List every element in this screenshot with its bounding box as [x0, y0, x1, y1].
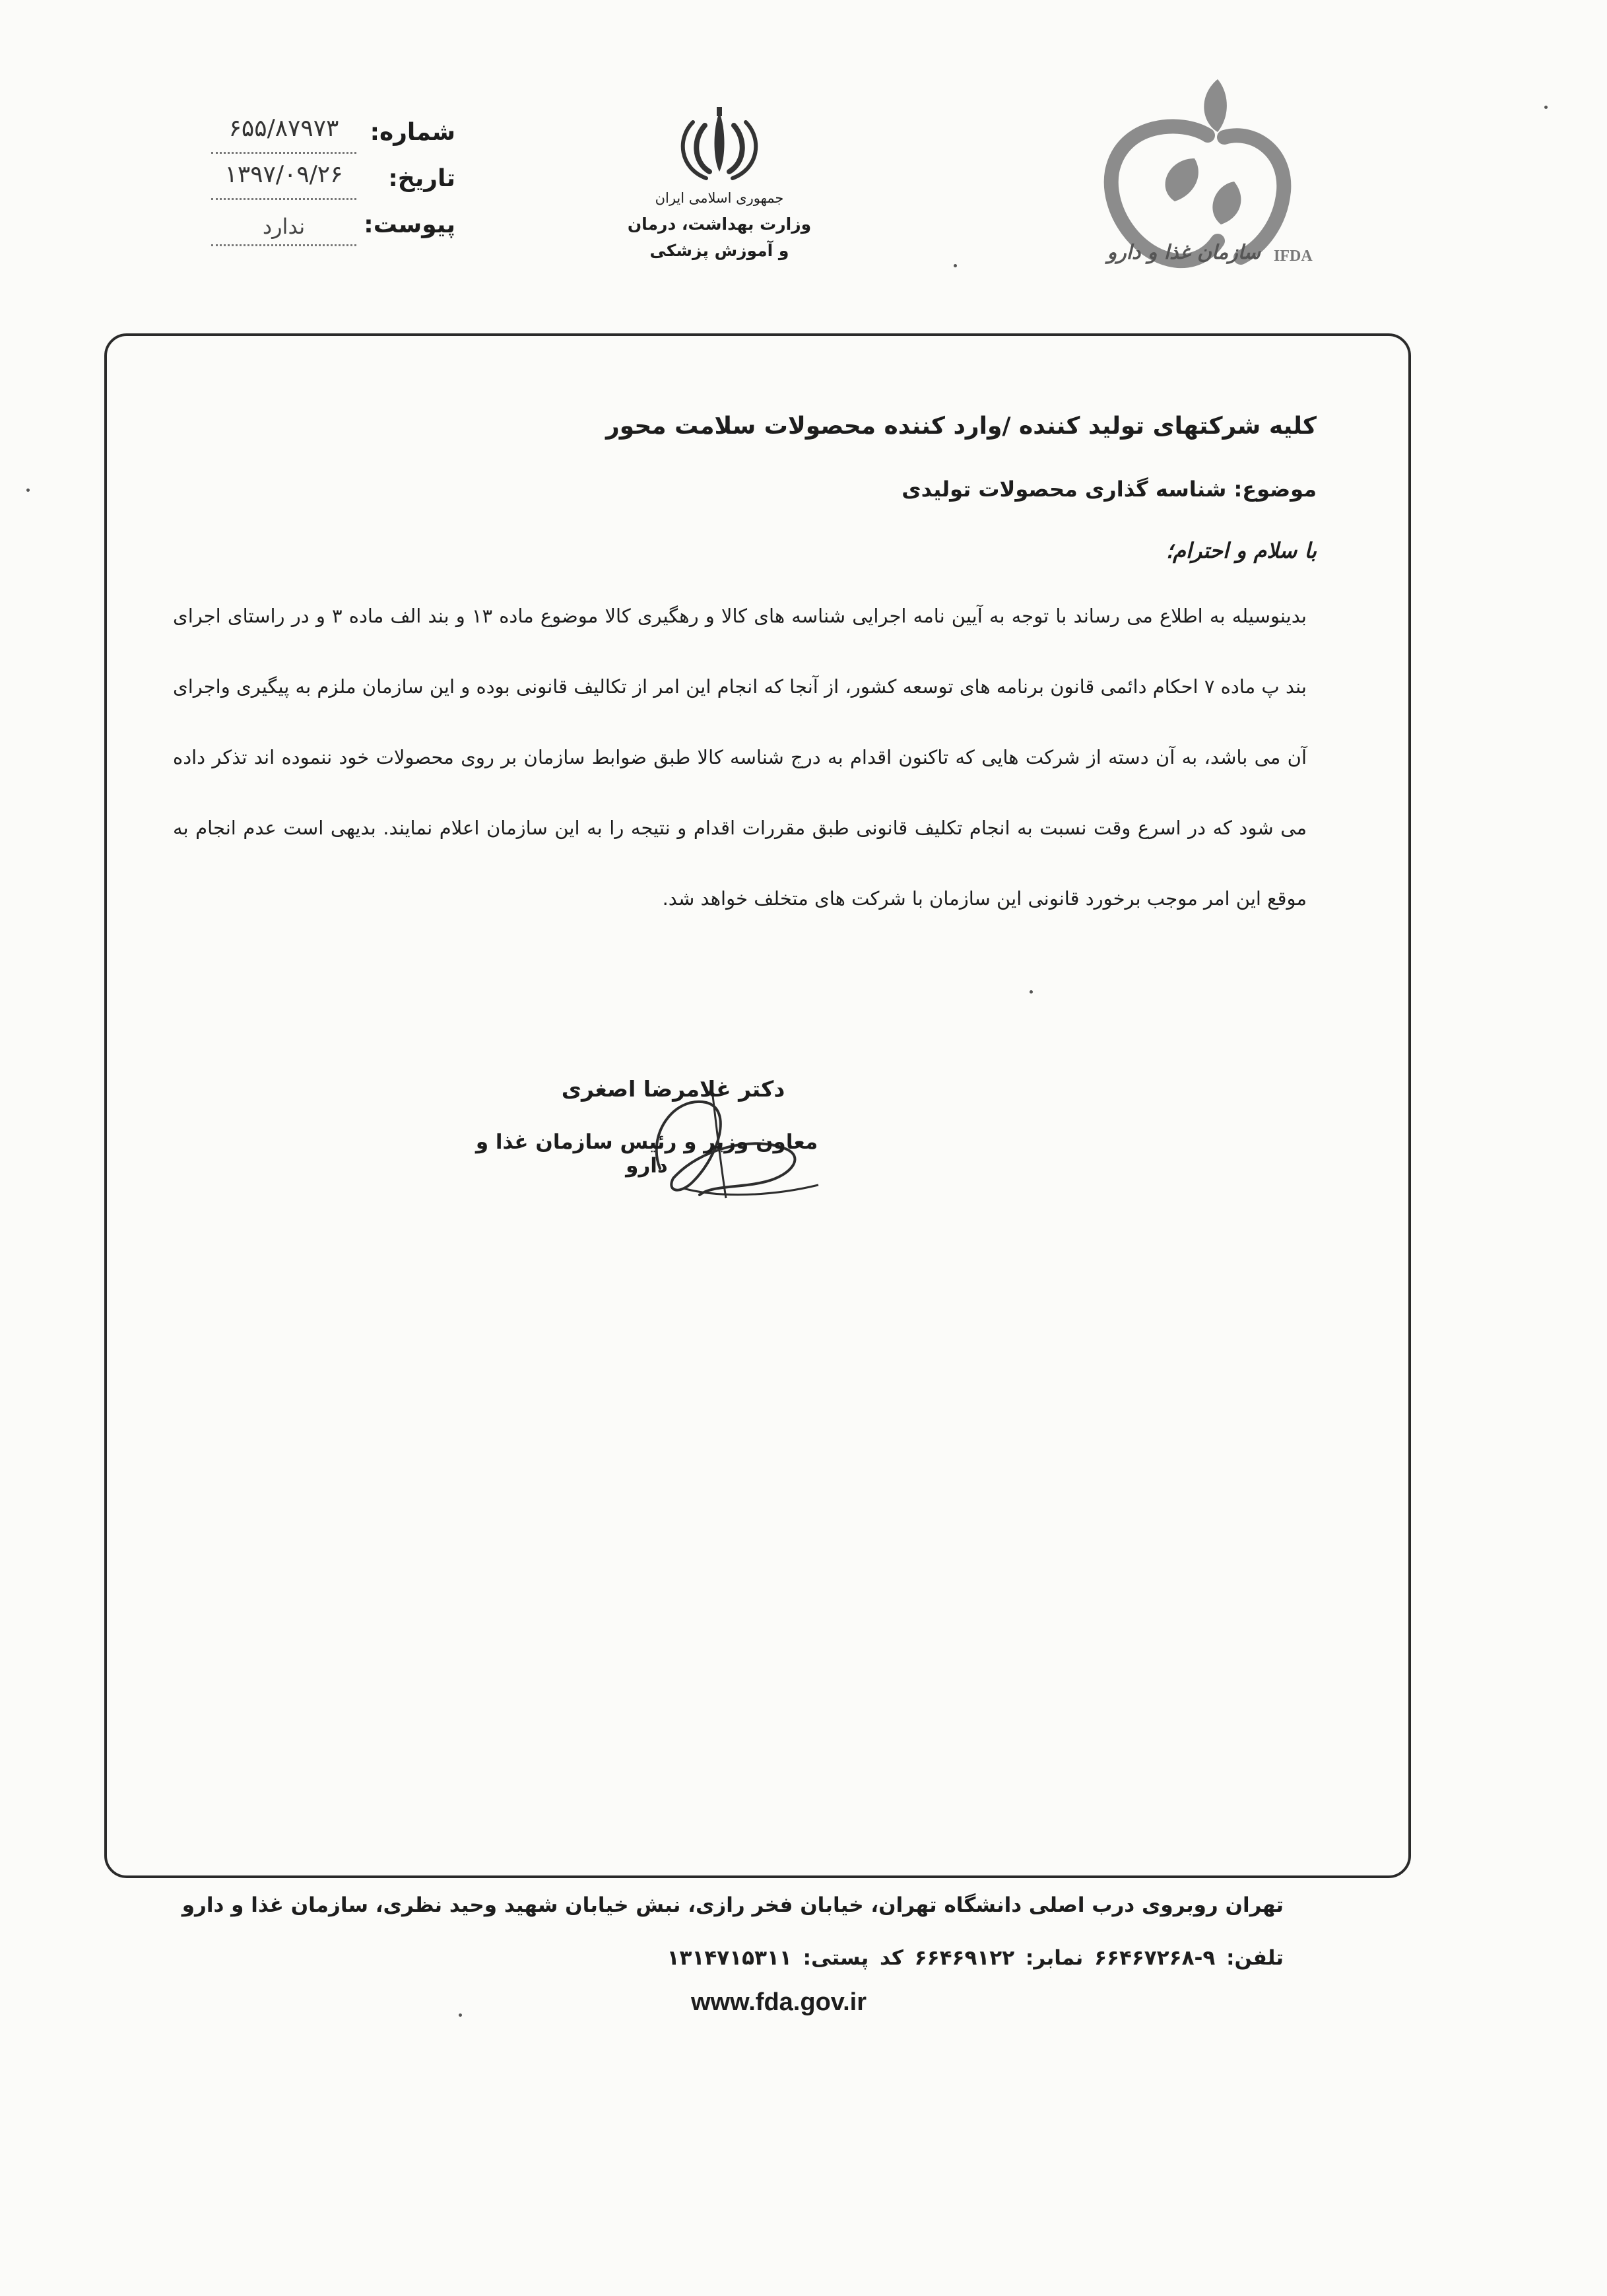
letter-subject: موضوع: شناسه گذاری محصولات تولیدی	[902, 477, 1317, 502]
scan-speck	[459, 2013, 462, 2017]
ifda-abbr: IFDA	[1274, 248, 1313, 265]
letter-attachment-row	[205, 211, 455, 251]
iran-emblem-icon	[673, 106, 766, 185]
letter-recipient: کلیه شرکتهای تولید کننده /وارد کننده محصولات سلامت محور	[606, 413, 1317, 440]
letter-number-label: شماره:	[370, 119, 455, 146]
letter-number-value: ۶۵۵/۸۷۹۷۳	[228, 115, 339, 142]
footer-website: www.fda.gov.ir	[690, 1988, 867, 2016]
dotted-line	[211, 152, 356, 154]
signer-name: دکتر غلامرضا اصغری	[561, 1076, 785, 1102]
letter-date-value: ۱۳۹۷/۰۹/۲۶	[224, 161, 343, 188]
signer-title: معاون وزیر و رئیس سازمان غذا و دارو	[475, 1130, 818, 1178]
scan-speck	[26, 489, 30, 492]
dotted-line	[211, 198, 356, 200]
scan-speck	[1544, 106, 1548, 109]
letter-date-label: تاریخ:	[388, 165, 455, 192]
ministry-name-line1: وزارت بهداشت، درمان	[627, 215, 812, 234]
letter-attachment-value: ندارد	[262, 214, 306, 239]
scan-speck	[1030, 990, 1033, 994]
letter-body	[173, 581, 1307, 934]
country-name: جمهوری اسلامی ایران	[655, 190, 784, 206]
ministry-heading	[581, 106, 858, 264]
dotted-line	[211, 244, 356, 246]
letter-date-row	[205, 161, 455, 205]
letter-meta	[205, 99, 455, 251]
footer-address: تهران روبروی درب اصلی دانشگاه تهران، خیابان فخر رازی، نبش خیابان شهید وحید نظری، سازمان غذا و دارو	[181, 1893, 1284, 1917]
ifda-name: سازمان غذا و دارو	[1107, 241, 1261, 264]
ministry-name-line2: و آموزش پزشکی	[649, 241, 789, 260]
scan-speck	[954, 264, 957, 267]
letter-number-row	[205, 115, 455, 158]
ifda-logo-text	[1082, 234, 1320, 281]
footer-phones: تلفن: ۹-۶۶۴۶۷۲۶۸ نمابر: ۶۶۴۶۹۱۲۲ کد پستی: ۱۳۱۴۷۱۵۳۱۱	[667, 1946, 1284, 1970]
letter-body-paragraph: بدینوسیله به اطلاع می رساند با توجه به آیین نامه اجرایی شناسه های کالا و رهگیری کالا موضوع ماده ۱۳ و بند الف ماده ۳ و در راستای اجرای بند پ ماده ۷ احکام دائمی قانون برنامه های توسعه کشور، از آنجا که انجام این امر از تکالیف قانونی بوده و این سازمان ملزم به پیگیری واجرای آن می باشد، به آن دسته از شرکت هایی که تاکنون اقدام به درج شناسه کالا طبق ضوابط سازمان بر روی محصولات خود ننموده اند تذکر داده می شود که در اسرع وقت نسبت به انجام تکلیف قانونی طبق مقررات اقدام و نتیجه را به این سازمان اعلام نمایند. بدیهی است عدم انجام به موقع این امر موجب برخورد قانونی این سازمان با شرکت های متخلف خواهد شد.	[173, 605, 1307, 910]
letter-attachment-label: پیوست:	[364, 211, 455, 238]
letter-salutation: با سلام و احترام؛	[1165, 538, 1317, 563]
